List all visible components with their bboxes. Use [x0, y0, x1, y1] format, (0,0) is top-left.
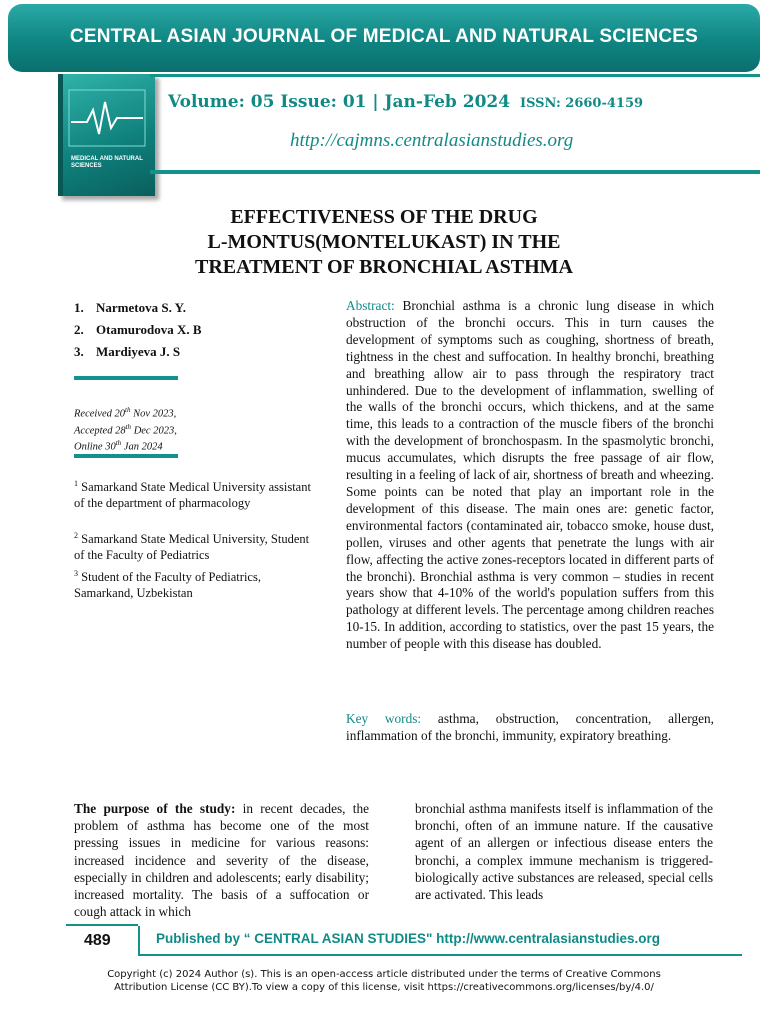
- author-name: Otamurodova X. B: [96, 322, 202, 337]
- header-rule-bottom: [150, 170, 760, 174]
- heartbeat-icon: [67, 88, 147, 148]
- title-line-3: TREATMENT OF BRONCHIAL ASTHMA: [194, 256, 574, 278]
- accepted-sup: th: [125, 422, 132, 431]
- purpose-label: The purpose of the study:: [74, 801, 236, 816]
- journal-banner: [8, 4, 760, 72]
- received-date: [74, 404, 177, 421]
- author-list: [74, 300, 202, 366]
- page-number: 489: [84, 932, 111, 949]
- title-line-2: L-MONTUS(MONTELUKAST) IN THE: [207, 231, 561, 253]
- journal-title: CENTRAL ASIAN JOURNAL OF MEDICAL AND NATURAL SCIENCES: [69, 26, 699, 47]
- author-number: 3.: [74, 344, 84, 359]
- affiliation-text: Samarkand State Medical University assistant of the department of pharmacology: [74, 480, 311, 511]
- online-text: Online 30: [74, 441, 116, 453]
- publisher-link[interactable]: Published by “ CENTRAL ASIAN STUDIES" http://www.centralasianstudies.org: [156, 931, 660, 946]
- affiliation-text: Samarkand State Medical University, Student of the Faculty of Pediatrics: [74, 532, 310, 563]
- accepted-month: Dec 2023,: [131, 425, 177, 436]
- affiliation-text: Student of the Faculty of Pediatrics, Samarkand, Uzbekistan: [74, 570, 261, 601]
- online-month: Jan 2024: [121, 441, 163, 453]
- volume-line: [168, 92, 643, 112]
- keywords-label: Key words:: [346, 711, 422, 726]
- affiliation-2: [74, 528, 314, 563]
- purpose-text: in recent decades, the problem of asthma has become one of the most pressing issues in medicine for various reasons: increased incidence and severity of the disease, especially in children and adolescents; early disability; increased mortality. The basis of a suffocation or cough attack in which: [74, 801, 369, 920]
- affiliation-1: [74, 476, 314, 511]
- affiliation-sup: 3: [74, 569, 78, 578]
- author-item: [74, 322, 202, 344]
- keywords: [346, 710, 714, 744]
- article-title: [100, 205, 668, 280]
- abstract-label: Abstract:: [346, 298, 395, 313]
- article-dates: [74, 404, 177, 454]
- cover-title: MEDICAL AND NATURAL SCIENCES: [71, 156, 143, 169]
- online-date: [74, 437, 177, 454]
- author-item: [74, 344, 202, 366]
- author-item: [74, 300, 202, 322]
- journal-url-link[interactable]: http://cajmns.centralasianstudies.org: [290, 130, 574, 151]
- header-rule-top: [150, 74, 760, 77]
- author-name: Narmetova S. Y.: [96, 300, 187, 315]
- received-text: Received 20: [74, 408, 126, 420]
- dates-divider: [74, 454, 178, 458]
- accepted-text: Accepted 28: [74, 425, 126, 436]
- journal-cover-image: [58, 74, 155, 196]
- author-divider: [74, 376, 178, 380]
- affiliation-sup: 2: [74, 531, 78, 540]
- author-number: 2.: [74, 322, 84, 337]
- received-sup: th: [125, 406, 131, 414]
- online-sup: th: [115, 439, 122, 447]
- affiliation-sup: 1: [74, 479, 78, 488]
- footer-rule-right: [138, 954, 742, 956]
- copyright-line-1: Copyright (c) 2024 Author (s). This is an open-access article distributed under the terms of Creative Commons: [107, 969, 661, 980]
- author-name: Mardiyeva J. S: [96, 344, 181, 359]
- author-number: 1.: [74, 300, 84, 315]
- keywords-text: asthma, obstruction, concentration, allergen, inflammation of the bronchi, immunity, expiratory breathing.: [346, 711, 714, 743]
- title-line-1: EFFECTIVENESS OF THE DRUG: [230, 206, 538, 228]
- body-column-right: bronchial asthma manifests itself is inflammation of the bronchi, often of an immune nature. If the causative agent of an allergen or infectious disease enters the bronchi, a complex immune mechanism is triggered-biologically active substances are released, special cells are activated. This leads: [415, 801, 713, 903]
- abstract-text: Bronchial asthma is a chronic lung disease in which obstruction of the bronchi occurs. This in turn causes the development of symptoms such as coughing, shortness of breath, tightness in the chest and suffocation. In healthy bronchi, breathing and breathing allow air to pass through the respiratory tract unhindered. Due to the development of inflammation, swelling of the walls of the bronchi occurs, which thickens, and at the same time, this leads to a contraction of the muscle fibers of the bronchi with the development of bronchospasm. In the spasmolytic bronchi, mucus accumulates, which disrupts the free passage of air flow, resulting in a feeling of lack of air, shortness of breath and wheezing. Some points can be noted that play an important role in the development of this disease. The main ones are: genetic factor, environmental factors (contaminated air, tobacco smoke, house dust, pollen, viruses and other agents that penetrate the lungs with air flow, affecting the active zones-receptors located in different parts of the bronchi). Bronchial asthma is very common – studies in recent years show that 4-10% of the world's population suffers from this pathology at different levels. The percentage among children reaches 10-15. In addition, according to statistics, over the past 15 years, the number of people with this disease has doubled.: [346, 298, 714, 652]
- accepted-date: [74, 421, 177, 438]
- abstract: [346, 298, 714, 653]
- received-month: Nov 2023,: [130, 408, 177, 420]
- volume-issue: Volume: 05 Issue: 01 | Jan-Feb 2024: [168, 92, 511, 112]
- copyright-line-2: Attribution License (CC BY).To view a copy of this license, visit https://creativecommons.org/licenses/by/4.0/: [114, 982, 654, 993]
- issn: ISSN: 2660-4159: [519, 96, 644, 111]
- affiliation-3: [74, 566, 314, 601]
- body-column-left: [74, 800, 369, 920]
- copyright-notice: [40, 968, 728, 994]
